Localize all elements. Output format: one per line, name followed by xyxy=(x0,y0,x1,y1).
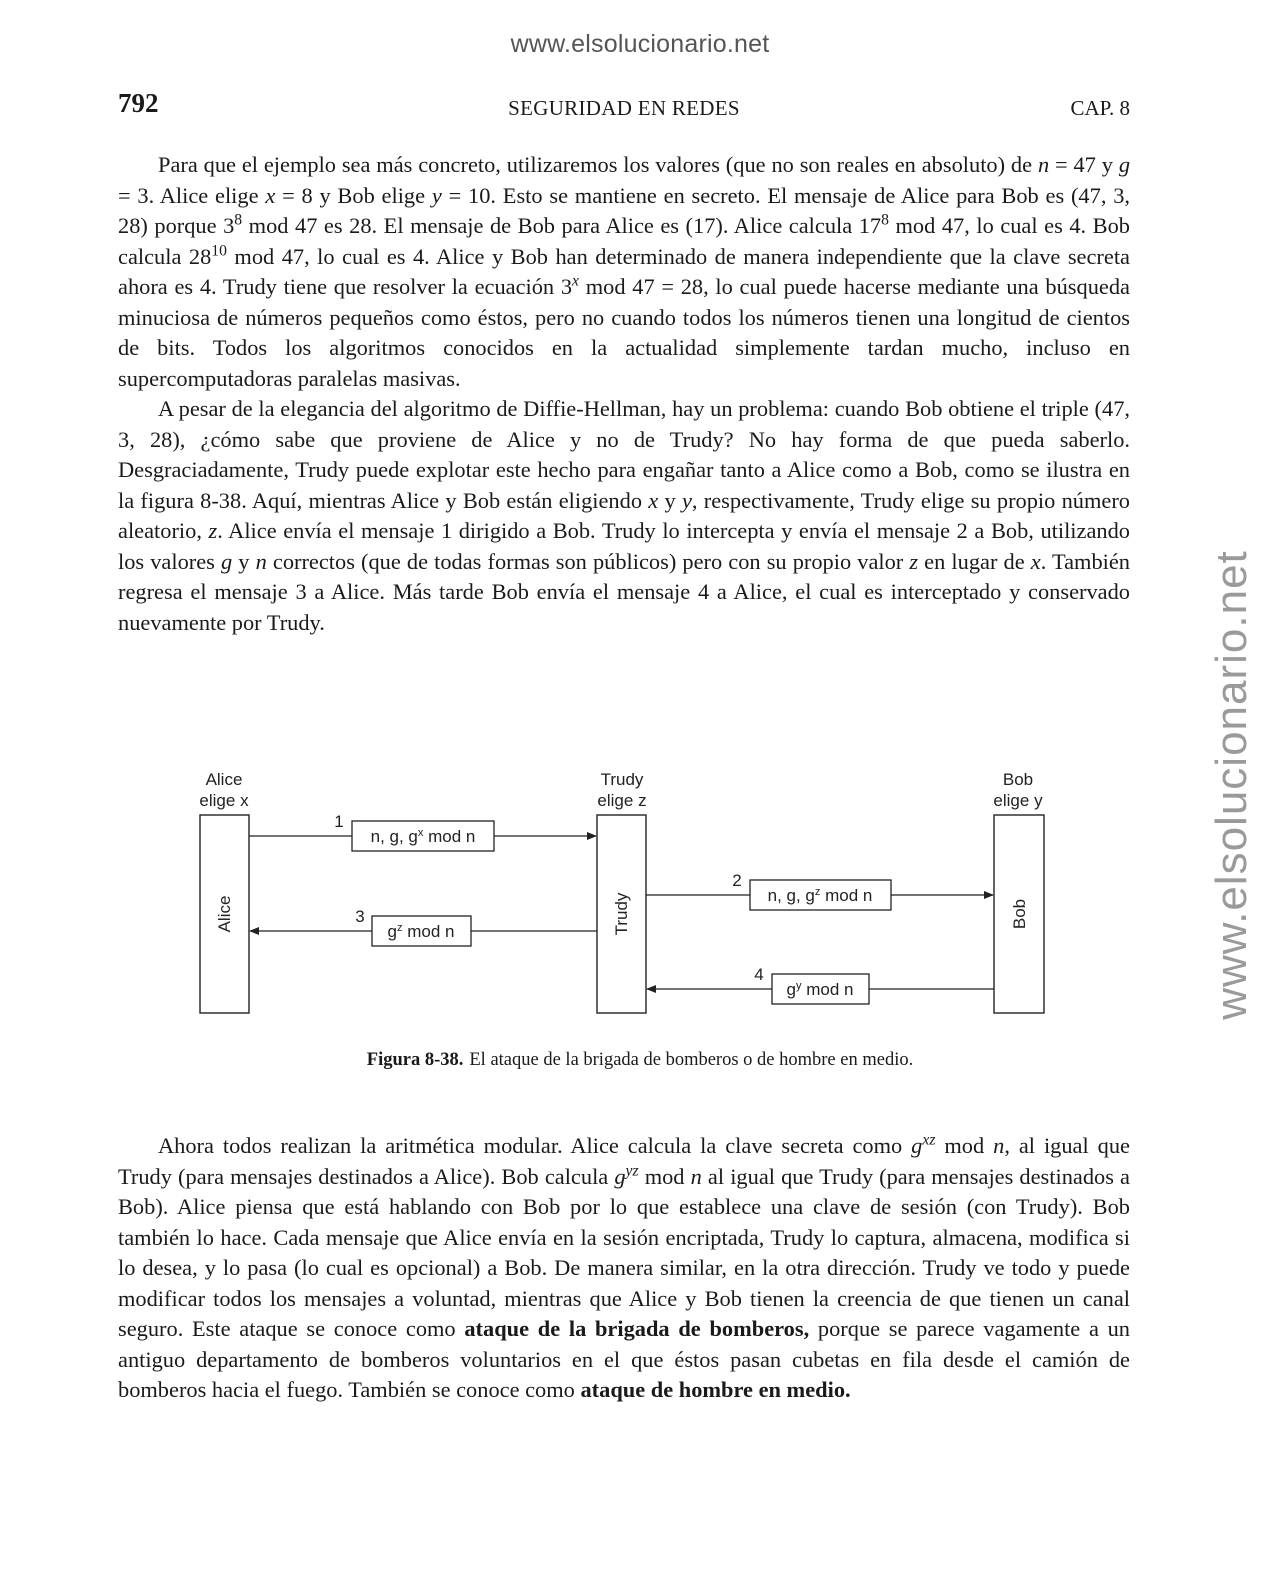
page-number: 792 xyxy=(118,88,159,118)
message-4-number: 4 xyxy=(754,965,764,984)
chapter-label: CAP. 8 xyxy=(1070,96,1130,120)
bob-heading-line2: elige y xyxy=(993,791,1043,810)
trudy-bar-label: Trudy xyxy=(612,892,631,936)
page-header xyxy=(118,88,1130,128)
body-text-top xyxy=(118,150,1130,638)
message-2-label: n, g, $g^z$ mod n xyxy=(767,886,873,905)
mitm-diagram xyxy=(0,760,1280,1030)
running-title: SEGURIDAD EN REDES xyxy=(508,96,740,120)
message-1-number: 1 xyxy=(334,812,344,831)
message-4-label: $g^y$ mod n xyxy=(786,980,854,999)
message-2-number: 2 xyxy=(732,871,742,890)
figure-caption xyxy=(0,1050,1280,1071)
message-3-label: $g^z$ mod n xyxy=(387,922,455,941)
alice-heading-line1: Alice xyxy=(205,770,243,789)
watermark-top: www.elsolucionario.net xyxy=(510,30,770,58)
bob-heading-line1: Bob xyxy=(1002,770,1034,789)
paragraph-1: Para que el ejemplo sea más concreto, utilizaremos los valores (que no son reales en absoluto) de n = 47 y g = 3. Alice elige x = 8 y Bob elige y = 10. Esto se mantiene en secreto. El mensaje de Alice para Bob es (47, 3, 28) porque $3^8$ mod 47 es 28. El mensaje de Bob para Alice es (17). Alice calcula $17^8$ mod 47, lo cual es 4. Bob calcula $28^{10}$ mod 47, lo cual es 4. Alice y Bob han determinado de manera independiente que la clave secreta ahora es 4. Trudy tiene que resolver la ecuación 3$^x$ mod 47 = 28, lo cual puede hacerse mediante una búsqueda minuciosa de números pequeños como éstos, pero no cuando todos los números tienen una longitud de cientos de bits. Todos los algoritmos conocidos en la actualidad simplemente tardan mucho, incluso en supercomputadoras paralelas masivas. xyxy=(118,152,1131,391)
alice-heading-line2: elige x xyxy=(199,791,249,810)
caption-label: Figura 8-38. xyxy=(366,1050,464,1070)
trudy-heading-line2: elige z xyxy=(597,791,647,810)
paragraph-2: A pesar de la elegancia del algoritmo de Diffie-Hellman, hay un problema: cuando Bob obtiene el triple (47, 3, 28), ¿cómo sabe que proviene de Alice y no de Trudy? No hay forma de que pueda saberlo. Desgraciadamente, Trudy puede explotar este hecho para engañar tanto a Alice como a Bob, como se ilustra en la figura 8-38. Aquí, mientras Alice y Bob están eligiendo x y y, respectivamente, Trudy elige su propio número aleatorio, z. Alice envía el mensaje 1 dirigido a Bob. Trudy lo intercepta y envía el mensaje 2 a Bob, utilizando los valores g y n correctos (que de todas formas son públicos) pero con su propio valor z en lugar de x. También regresa el mensaje 3 a Alice. Más tarde Bob envía el mensaje 4 a Alice, el cual es interceptado y conservado nuevamente por Trudy. xyxy=(118,396,1130,635)
body-text-bottom xyxy=(118,1131,1130,1406)
caption-text: El ataque de la brigada de bomberos o de hombre en medio. xyxy=(469,1050,914,1070)
figure-8-38 xyxy=(0,760,1280,1030)
trudy-heading-line1: Trudy xyxy=(600,770,644,789)
paragraph-3: Ahora todos realizan la aritmética modular. Alice calcula la clave secreta como $g^{xz}$ mod n, al igual que Trudy (para mensajes destinados a Alice). Bob calcula $g^{yz}$ mod n al igual que Trudy (para mensajes destinados a Bob). Alice piensa que está hablando con Bob por lo que establece una clave de sesión (con Trudy). Bob también lo hace. Cada mensaje que Alice envía en la sesión encriptada, Trudy lo captura, almacena, modifica si lo desea, y lo pasa (lo cual es opcional) a Bob. De manera similar, en la otra dirección. Trudy ve todo y puede modificar todos los mensajes a voluntad, mientras que Alice y Bob tienen la creencia de que tienen un canal seguro. Este ataque se conoce como ataque de la brigada de bomberos, porque se parece vagamente a un antiguo departamento de bomberos voluntarios en el que éstos pasan cubetas en fila desde el camión de bomberos hacia el fuego. También se conoce como ataque de hombre en medio. xyxy=(118,1131,1130,1402)
watermark-side: www.elsolucionario.net xyxy=(1207,550,1256,1020)
message-3-number: 3 xyxy=(355,907,365,926)
message-1-label: n, g, $g^x$ mod n xyxy=(370,827,476,846)
bob-bar-label: Bob xyxy=(1010,898,1029,930)
alice-bar-label: Alice xyxy=(215,895,234,933)
